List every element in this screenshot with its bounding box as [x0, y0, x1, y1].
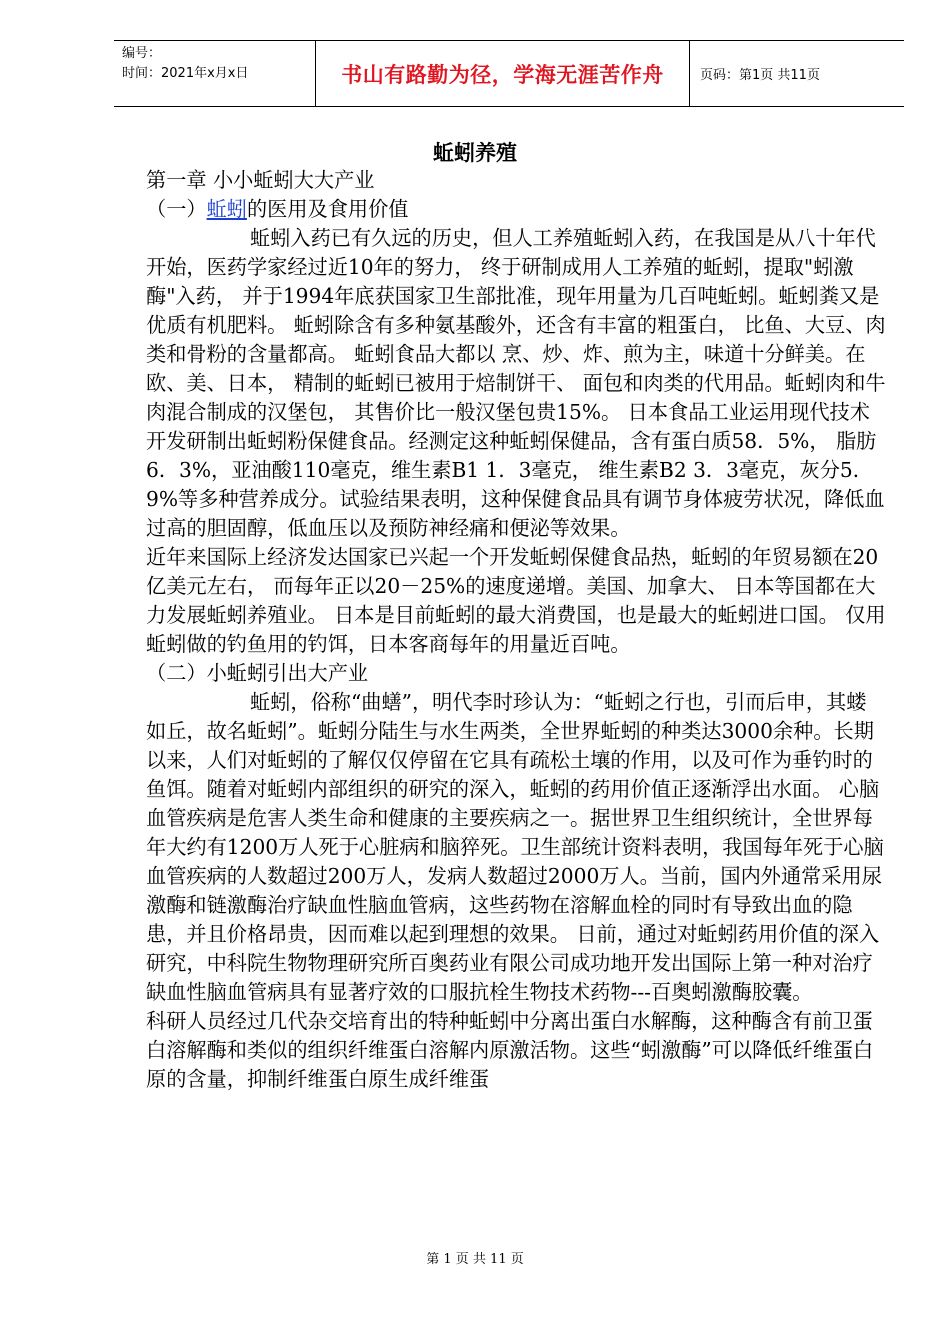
paragraph-2: 近年来国际上经济发达国家已兴起一个开发蚯蚓保健食品热，蚯蚓的年贸易额在20亿美元左右， 而每年正以20－25%的速度递增。美国、加拿大、 日本等国都在大力发展蚯蚓养殖业。 日本是目前蚯蚓的最大消费国，也是最大的蚯蚓进口国。 仅用蚯蚓做的钓鱼用的钓饵，日本客商每年的用量近百吨。 — [146, 545, 886, 656]
page-footer: 第 1 页 共 11 页 — [426, 1252, 524, 1267]
time-label: 时间：2021年x月x日 — [122, 66, 249, 81]
paragraph-3: 蚯蚓，俗称“曲蟮”，明代李时珍认为：“蚯蚓之行也，引而后申，其蝼如丘，故名蚯蚓”。蚯蚓分陆生与水生两类，全世界蚯蚓的种类达3000余种。长期以来，人们对蚯蚓的了解仅仅停留在它具有疏松土壤的作用，以及可作为垂钓时的鱼饵。随着对蚯蚓内部组织的研究的深入，蚯蚓的药用价值正逐渐浮出水面。 心脑血管疾病是危害人类生命和健康的主要疾病之一。据世界卫生组织统计，全世界每年大约有1200万人死于心脏病和脑猝死。卫生部统计资料表明，我国每年死于心脑血管疾病的人数超过200万人，发病人数超过2000万人。当前，国内外通常采用尿激酶和链激酶治疗缺血性脑血管病，这些药物在溶解血栓的同时有导致出血的隐患，并且价格昂贵，因而难以起到理想的效果。 日前，通过对蚯蚓药用价值的深入研究，中科院生物物理研究所百奥药业有限公司成功地开发出国际上第一种对治疗缺血性脑血管病具有显著疗效的口服抗栓生物技术药物---百奥蚓激酶胶囊。 — [146, 690, 884, 1004]
document-body — [146, 166, 886, 1094]
earthworm-link[interactable]: 蚯蚓 — [206, 197, 247, 221]
section-heading-2: （二）小蚯蚓引出大产业 — [146, 661, 369, 685]
document-title: 蚯蚓养殖 — [433, 141, 517, 165]
header-meta-cell — [114, 41, 316, 106]
chapter-heading: 第一章 小小蚯蚓大大产业 — [146, 168, 375, 192]
paragraph-4: 科研人员经过几代杂交培育出的特种蚯蚓中分离出蛋白水解酶，这种酶含有前卫蛋白溶解酶和类似的组织纤维蛋白溶解内原激活物。这些“蚓激酶”可以降低纤维蛋白原的含量，抑制纤维蛋白原生成纤维蛋 — [146, 1009, 874, 1091]
section-1-prefix: （一） — [146, 197, 207, 221]
header-page-cell — [690, 41, 904, 106]
header-table — [114, 40, 904, 107]
motto-text: 书山有路勤为径，学海无涯苦作舟 — [341, 62, 664, 87]
page-info: 页码：第1页 共11页 — [700, 68, 820, 83]
serial-number-label: 编号： — [122, 46, 162, 61]
header-motto-cell — [316, 41, 690, 106]
section-heading-1 — [146, 195, 886, 224]
section-1-suffix: 的医用及食用价值 — [246, 197, 409, 221]
paragraph-1: 蚯蚓入药已有久远的历史，但人工养殖蚯蚓入药，在我国是从八十年代开始，医药学家经过近10年的努力， 终于研制成用人工养殖的蚯蚓，提取"蚓激酶"入药， 并于1994年底获国家卫生部批准，现年用量为几百吨蚯蚓。蚯蚓粪又是优质有机肥料。 蚯蚓除含有多种氨基酸外，还含有丰富的粗蛋白， 比鱼、大豆、肉类和骨粉的含量都高。 蚯蚓食品大都以 烹、炒、炸、煎为主，味道十分鲜美。在欧、美、日本， 精制的蚯蚓已被用于焙制饼干、 面包和肉类的代用品。蚯蚓肉和牛肉混合制成的汉堡包， 其售价比一般汉堡包贵15%。 日本食品工业运用现代技术开发研制出蚯蚓粉保健食品。经测定这种蚯蚓保健品，含有蛋白质58．5%， 脂肪6．3%，亚油酸110毫克，维生素B1 1．3毫克， 维生素B2 3．3毫克，灰分5．9%等多种营养成分。试验结果表明，这种保健食品具有调节身体疲劳状况，降低血过高的胆固醇，低血压以及预防神经痛和便泌等效果。 — [146, 226, 886, 540]
